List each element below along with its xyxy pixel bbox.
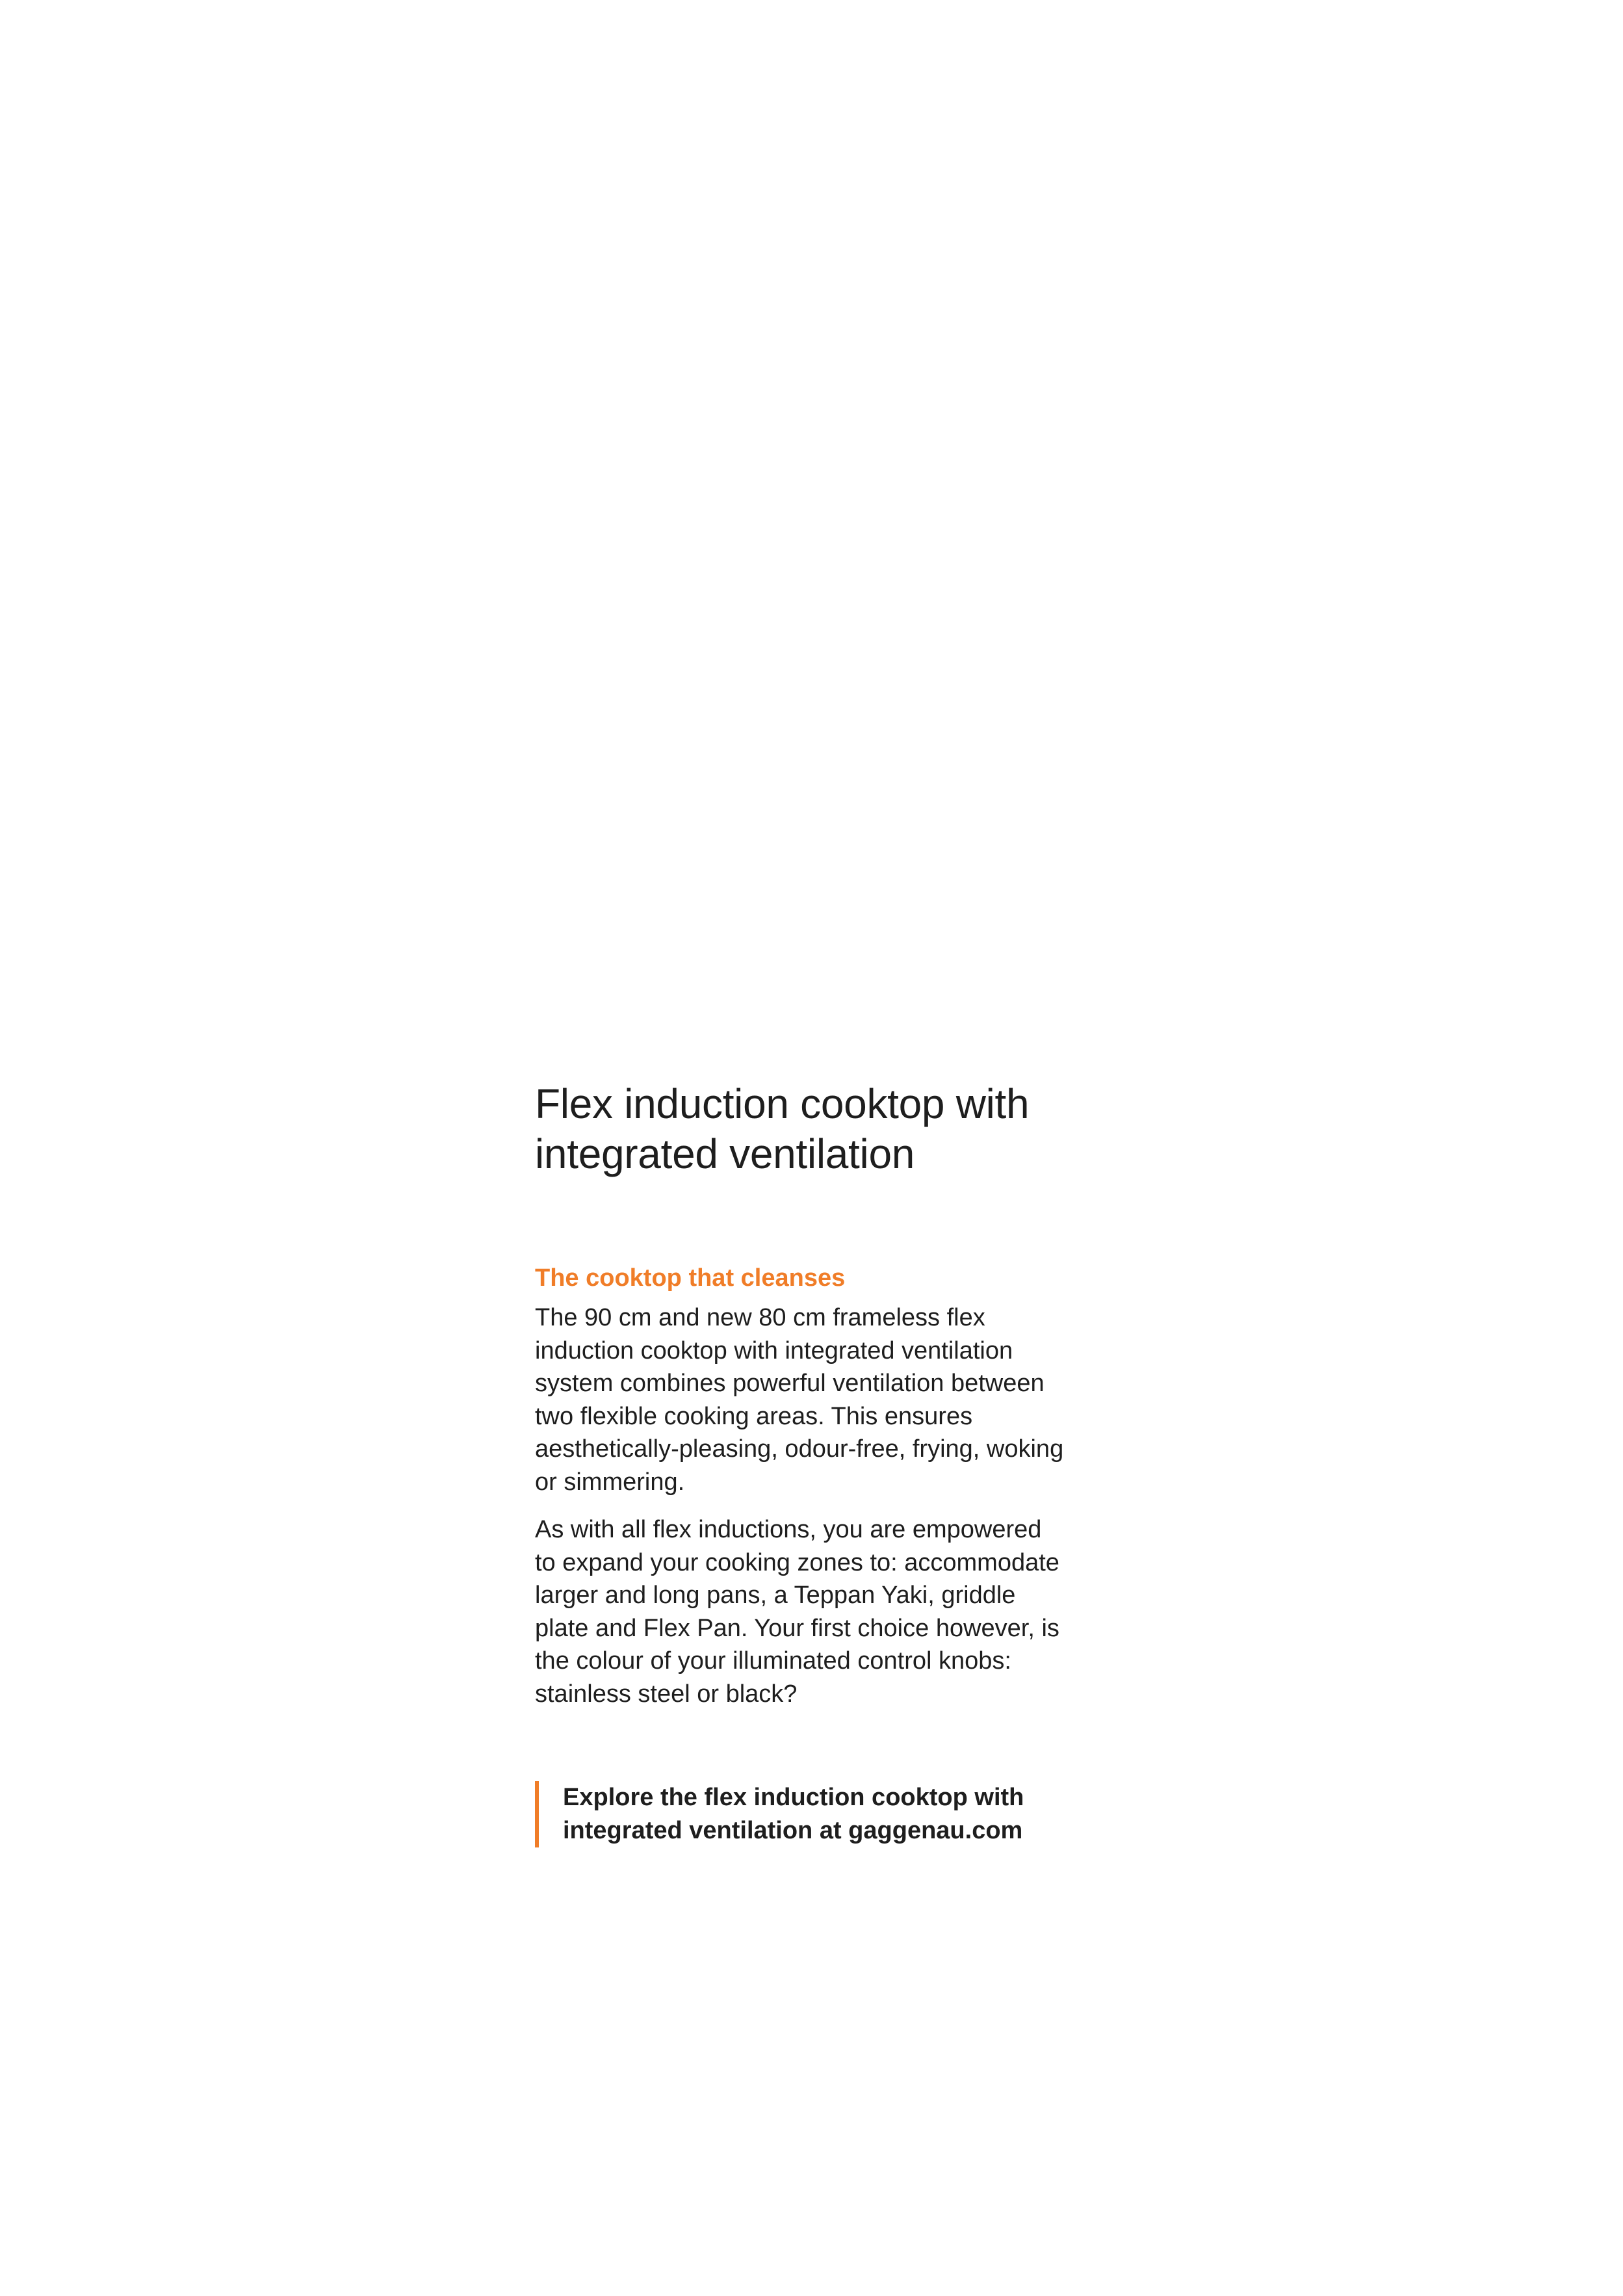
page-title: Flex induction cooktop with integrated ventilation [535, 1080, 1030, 1177]
body-paragraph-2: As with all flex inductions, you are empowered to expand your cooking zones to: accommodate larger and long pans, a Teppan Yaki, griddle plate and Flex Pan. Your first choice however, is the colour of your illuminated control knobs: stainless steel or black? [535, 1516, 1059, 1708]
section-subtitle: The cooktop that cleanses [535, 1264, 846, 1292]
call-to-action [535, 1781, 1094, 1847]
body-paragraph-1: The 90 cm and new 80 cm frameless flex induction cooktop with integrated ventilation system combines powerful ventilation between two flexible cooking areas. This ensures aesthetically-pleasing, odour-free, frying, woking or simmering. [535, 1304, 1064, 1496]
article [535, 1079, 1094, 1847]
explore-link[interactable]: Explore the flex induction cooktop with integrated ventilation at gaggenau.com [563, 1784, 1024, 1844]
